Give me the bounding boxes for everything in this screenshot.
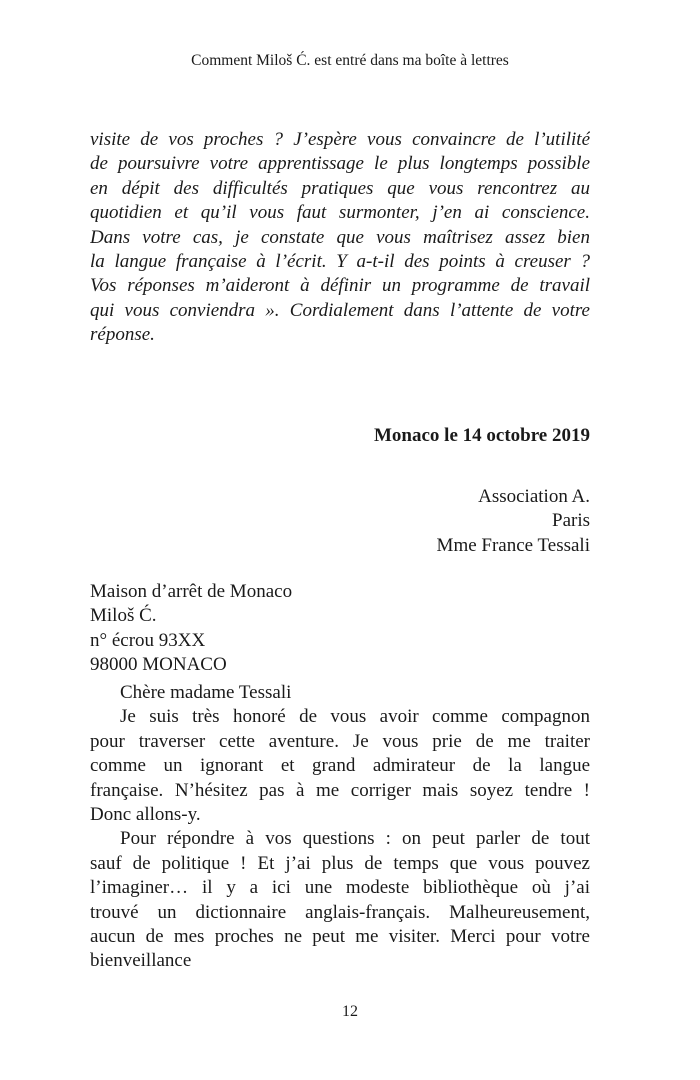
address-line: n° écrou 93XX (90, 629, 206, 651)
salutation: Chère madame Tessali (120, 682, 292, 703)
sender-address (90, 580, 590, 678)
text-line: aucun de mes proches ne peut me visiter. Merci pour votre (90, 925, 590, 947)
text-line: française. N’hésitez pas à me corriger mais soyez tendre ! (90, 779, 590, 801)
text-line: Vos réponses m’aideront à définir un programme de travail (90, 275, 590, 297)
address-line: Mme France Tessali (436, 534, 590, 556)
recipient-address (437, 485, 590, 558)
text-line: Je suis très honoré de vous avoir comme compagnon (120, 706, 590, 728)
text-line: trouvé un dictionnaire anglais-français. Malheureusement, (90, 901, 590, 923)
text-line: Dans votre cas, je constate que vous maîtrisez assez bien (90, 226, 590, 248)
text-line: de poursuivre votre apprentissage le plus longtemps possible (90, 153, 590, 175)
letter-date: Monaco le 14 octobre 2019 (374, 425, 590, 446)
text-line: pour traverser cette aventure. Je vous prie de me traiter (90, 730, 590, 752)
text-line: l’imaginer… il y a ici une modeste bibliothèque où j’ai (90, 877, 590, 899)
italic-paragraph (90, 128, 590, 348)
letter-body (90, 681, 590, 974)
address-line: 98000 MONACO (90, 654, 227, 676)
text-line: comme un ignorant et grand admirateur de la langue (90, 755, 590, 777)
address-line: Association A. (478, 486, 590, 507)
page-number: 12 (342, 1003, 358, 1020)
text-line: Donc allons-y. (90, 803, 201, 825)
text-line: Pour répondre à vos questions : on peut parler de tout (120, 828, 590, 850)
text-line: bienveillance (90, 950, 192, 972)
address-line: Maison d’arrêt de Monaco (90, 581, 293, 602)
running-header: Comment Miloš Ć. est entré dans ma boîte à lettres (191, 52, 509, 69)
text-line: réponse. (90, 324, 155, 346)
text-line: visite de vos proches ? J’espère vous convaincre de l’utilité (90, 129, 590, 150)
text-line: en dépit des difficultés pratiques que vous rencontrez au (90, 177, 590, 199)
text-line: quotidien et qu’il vous faut surmonter, j’en ai conscience. (90, 202, 590, 224)
text-line: la langue française à l’écrit. Y a-t-il des points à creuser ? (90, 250, 590, 272)
address-line: Miloš Ć. (90, 605, 157, 627)
text-line: sauf de politique ! Et j’ai plus de temps que vous pouvez (90, 852, 590, 874)
text-line: qui vous conviendra ». Cordialement dans l’attente de votre (90, 299, 590, 321)
address-line: Paris (552, 510, 590, 532)
